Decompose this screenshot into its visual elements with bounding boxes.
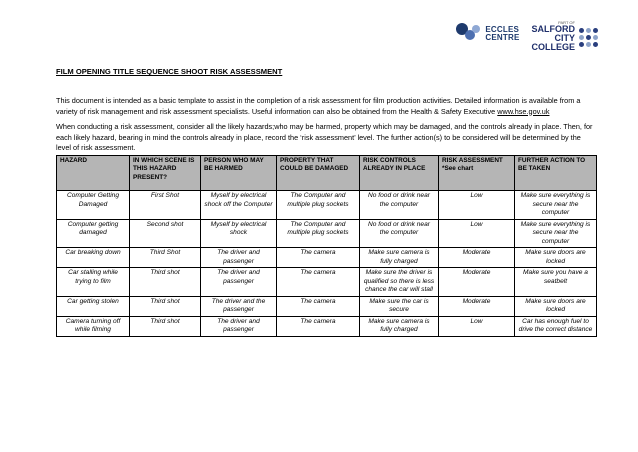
cell-property-damaged: The Computer and multiple plug sockets [277,191,360,220]
cell-property-damaged: The Computer and multiple plug sockets [277,219,360,248]
cell-further-action: Make sure doors are locked [515,248,597,268]
cell-risk-assessment: Moderate [439,268,515,297]
cell-person-harmed: Myself by electrical shock off the Computer [201,191,277,220]
header-property-damaged: PROPERTY THAT COULD BE DAMAGED [277,156,360,191]
header-further-action: FURTHER ACTION TO BE TAKEN [515,156,597,191]
salford-logo-line1: SALFORD [531,24,575,34]
cell-hazard: Car breaking down [57,248,130,268]
cell-risk-controls: Make sure camera is fully charged [360,248,439,268]
cell-risk-assessment: Low [439,219,515,248]
cell-person-harmed: Myself by electrical shock [201,219,277,248]
cell-risk-controls: Make sure the car is secure [360,296,439,316]
intro-paragraph-1-text: This document is intended as a basic template to assist in the completion of a risk assessment for film production activities. Detailed information is available from a variety of risk management and risk assessment specialists. Useful information can also be obtained from the Health & Safety Executive [56,96,581,116]
eccles-centre-logo [456,23,519,45]
cell-further-action: Make sure everything is secure near the computer [515,219,597,248]
document-title: FILM OPENING TITLE SEQUENCE SHOOT RISK ASSESSMENT [56,67,283,76]
salford-logo-line2: CITY [554,33,575,43]
intro-paragraph-2: When conducting a risk assessment, consider all the likely hazards;who may be harmed, property which may be damaged, and the controls already in place. Then, for each likely hazard, bearing in mind the controls already in place, record the ‘risk assessment’ level. The further action(s) to be considered will be determined by the level of risk assessment. [56,122,593,152]
cell-person-harmed: The driver and passenger [201,248,277,268]
eccles-logo-line2: CENTRE [485,33,520,42]
cell-risk-controls: Make sure the driver is qualified so there is less chance the car will stall [360,268,439,297]
cell-scene: Third shot [130,316,201,336]
eccles-logo-line1: ECCLES [485,25,520,34]
cell-risk-controls: No food or drink near the computer [360,191,439,220]
cell-scene: Third shot [130,296,201,316]
table-row [57,316,597,336]
header-scene: IN WHICH SCENE IS THIS HAZARD PRESENT? [130,156,201,191]
cell-property-damaged: The camera [277,316,360,336]
cell-further-action: Make sure doors are locked [515,296,597,316]
eccles-logo-mark [456,23,482,45]
cell-further-action: Make sure you have a seatbelt [515,268,597,297]
cell-person-harmed: The driver and passenger [201,268,277,297]
header-person-harmed: PERSON WHO MAY BE HARMED [201,156,277,191]
cell-risk-controls: No food or drink near the computer [360,219,439,248]
cell-property-damaged: The camera [277,268,360,297]
logos [456,20,598,52]
cell-hazard: Camera turning off while filming [57,316,130,336]
cell-further-action: Make sure everything is secure near the computer [515,191,597,220]
cell-hazard: Computer getting damaged [57,219,130,248]
cell-further-action: Car has enough fuel to drive the correct distance [515,316,597,336]
table-header-row [57,156,597,191]
cell-risk-assessment: Moderate [439,248,515,268]
cell-scene: Second shot [130,219,201,248]
cell-scene: First Shot [130,191,201,220]
table-row [57,219,597,248]
cell-risk-assessment: Low [439,316,515,336]
header-risk-assessment: RISK ASSESSMENT *See chart [439,156,515,191]
risk-assessment-table [56,155,597,337]
cell-hazard: Car getting stolen [57,296,130,316]
table-row [57,248,597,268]
table-row [57,268,597,297]
table-row [57,296,597,316]
salford-logo-part-of: PART OF [558,20,575,25]
header-risk-controls: RISK CONTROLS ALREADY IN PLACE [360,156,439,191]
table-row [57,191,597,220]
cell-person-harmed: The driver and the passenger [201,296,277,316]
cell-person-harmed: The driver and passenger [201,316,277,336]
cell-property-damaged: The camera [277,296,360,316]
cell-hazard: Car stalling while trying to film [57,268,130,297]
intro-paragraph-1 [56,96,596,117]
cell-hazard: Computer Getting Damaged [57,191,130,220]
hse-link[interactable]: www.hse.gov.uk [497,106,550,116]
cell-scene: Third Shot [130,248,201,268]
header-hazard: HAZARD [57,156,130,191]
intro-text [56,96,596,159]
salford-logo-line3: COLLEGE [531,42,575,52]
cell-property-damaged: The camera [277,248,360,268]
cell-risk-assessment: Moderate [439,296,515,316]
salford-logo-dots [579,28,598,47]
cell-risk-controls: Make sure camera is fully charged [360,316,439,336]
cell-scene: Third shot [130,268,201,297]
salford-city-college-logo [531,20,598,52]
cell-risk-assessment: Low [439,191,515,220]
